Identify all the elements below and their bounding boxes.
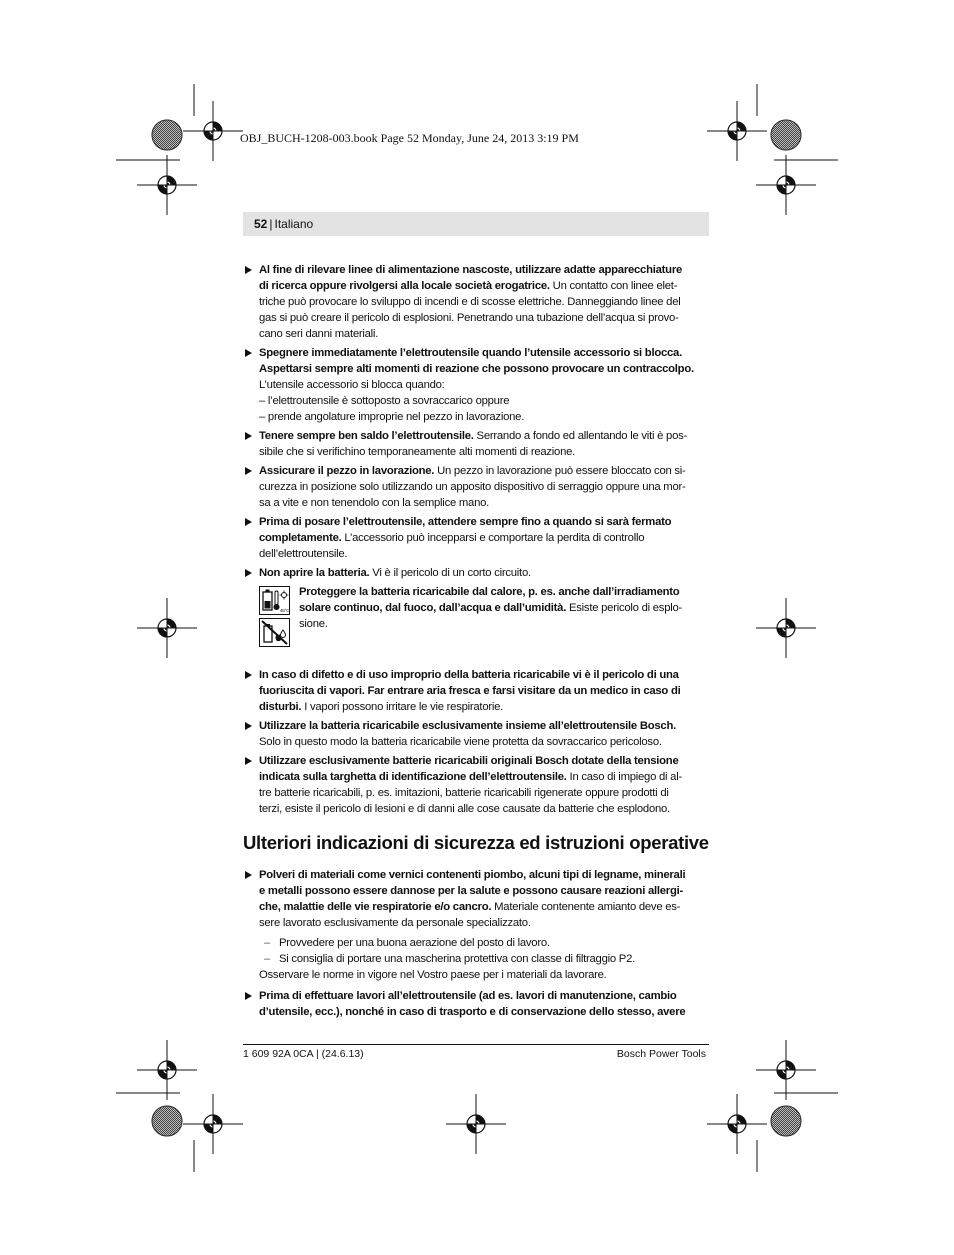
item-text: Materiale contenente amianto deve es- bbox=[491, 901, 681, 913]
item-text: cano seri danni materiali. bbox=[259, 328, 379, 340]
item-text: sione. bbox=[299, 618, 328, 630]
item-text: gas si può creare il pericolo di esplosioni. Penetrando una tubazione dell’acqua si provo- bbox=[259, 312, 679, 324]
item-bold-text: fuoriuscita di vapori. Far entrare aria fresca e farsi visitare da un medico in caso di bbox=[259, 685, 681, 697]
bullet-triangle-icon bbox=[245, 871, 252, 879]
bullet-triangle-icon bbox=[245, 569, 252, 577]
bullet-triangle-icon bbox=[245, 266, 252, 274]
item-bold-text: completamente. bbox=[259, 532, 342, 544]
bullet-triangle-icon bbox=[245, 992, 252, 1000]
page-number: 52 bbox=[254, 217, 268, 231]
bullet-triangle-icon bbox=[245, 757, 252, 765]
item-text: L’accessorio può incepparsi e comportare la perdita di controllo bbox=[341, 532, 645, 544]
item-bold-text: indicata sulla targhetta di identificazione dell’elettroutensile. bbox=[259, 771, 567, 783]
bullet-triangle-icon bbox=[245, 671, 252, 679]
battery-no-fire-water-icon bbox=[259, 618, 290, 647]
item-text: Osservare le norme in vigore nel Vostro paese per i materiali da lavorare. bbox=[259, 969, 607, 981]
item-text: Solo in questo modo la batteria ricaricabile viene protetta da sovraccarico pericoloso. bbox=[259, 736, 662, 748]
safety-item bbox=[243, 718, 713, 750]
safety-item bbox=[243, 667, 713, 715]
footer-brand: Bosch Power Tools bbox=[616, 1048, 706, 1060]
safety-item bbox=[243, 867, 713, 983]
item-bold-text: Prima di posare l’elettroutensile, attendere sempre fino a quando si sarà fermato bbox=[259, 516, 672, 528]
section-heading: Ulteriori indicazioni di sicurezza ed istruzioni operative bbox=[243, 832, 709, 853]
item-text: L’utensile accessorio si blocca quando: bbox=[259, 379, 445, 391]
bullet-triangle-icon bbox=[245, 518, 252, 526]
item-bold-text: Proteggere la batteria ricaricabile dal calore, p. es. anche dall’irradiamento bbox=[299, 586, 680, 598]
item-bold-text: d’utensile, ecc.), nonché in caso di trasporto e di conservazione dello stesso, avere bbox=[259, 1006, 686, 1018]
item-text: triche può provocare lo sviluppo di incendi e di scosse elettriche. Danneggiando linee del bbox=[259, 296, 681, 308]
item-text: sere lavorato esclusivamente da personale specializzato. bbox=[259, 917, 531, 929]
item-bold-text: Assicurare il pezzo in lavorazione. bbox=[259, 465, 435, 477]
item-bold-text: Utilizzare la batteria ricaricabile esclusivamente insieme all’elettroutensile Bosch. bbox=[259, 720, 677, 732]
item-text: Un pezzo in lavorazione può essere bloccato con si- bbox=[434, 465, 686, 477]
item-text: Vi è il pericolo di un corto circuito. bbox=[369, 567, 531, 579]
safety-item bbox=[243, 262, 713, 342]
item-bold-text: Prima di effettuare lavori all’elettroutensile (ad es. lavori di manutenzione, cambio bbox=[259, 990, 677, 1002]
item-text: curezza in posizione solo utilizzando un apposito dispositivo di serraggio oppure una mor- bbox=[259, 481, 686, 493]
item-text: – prende angolature improprie nel pezzo in lavorazione. bbox=[259, 411, 525, 423]
safety-item bbox=[243, 988, 713, 1020]
battery-heat-sun-icon bbox=[259, 586, 290, 615]
registration-star-icon bbox=[771, 1106, 801, 1136]
item-bold-text: che, malattie delle vie respiratorie e/o cancro. bbox=[259, 901, 492, 913]
safety-item bbox=[243, 514, 713, 562]
registration-star-icon bbox=[152, 120, 182, 150]
item-text: Serrando a fondo ed allentando le viti è pos- bbox=[473, 430, 688, 442]
item-text: In caso di impiego di al- bbox=[566, 771, 682, 783]
item-text: dell’elettroutensile. bbox=[259, 548, 348, 560]
header-language: Italiano bbox=[274, 217, 314, 231]
item-bold-text: In caso di difetto e di uso improprio della batteria ricaricabile vi è il pericolo di una bbox=[259, 669, 679, 681]
item-text: I vapori possono irritare le vie respiratorie. bbox=[301, 701, 504, 713]
header-separator: | bbox=[269, 217, 273, 231]
bullet-triangle-icon bbox=[245, 432, 252, 440]
list-item-text: Provvedere per una buona aerazione del posto di lavoro. bbox=[279, 937, 550, 949]
item-text: – l’elettroutensile è sottoposto a sovraccarico oppure bbox=[259, 395, 510, 407]
registration-star-icon bbox=[771, 120, 801, 150]
bullet-triangle-icon bbox=[245, 349, 252, 357]
item-bold-text: Polveri di materiali come vernici contenenti piombo, alcuni tipi di legname, minerali bbox=[259, 869, 686, 881]
item-text: tre batterie ricaricabili, p. es. imitazioni, batterie ricaricabili rigenerate oppure prodotti di bbox=[259, 787, 669, 799]
safety-item bbox=[243, 463, 713, 511]
item-bold-text: Aspettarsi sempre alti momenti di reazione che possono provocare un contraccolpo. bbox=[259, 363, 694, 375]
item-text: sa a vite e non tenendolo con la semplice mano. bbox=[259, 497, 490, 509]
item-bold-text: Spegnere immediatamente l’elettroutensile quando l’utensile accessorio si blocca. bbox=[259, 347, 682, 359]
print-info-line: OBJ_BUCH-1208-003.book Page 52 Monday, June 24, 2013 3:19 PM bbox=[240, 131, 579, 145]
item-bold-text: Tenere sempre ben saldo l’elettroutensile. bbox=[259, 430, 474, 442]
item-text: terzi, esiste il pericolo di lesioni e di danni alle cose causate da batterie che esplodono. bbox=[259, 803, 670, 815]
safety-item bbox=[243, 753, 713, 817]
item-text: Esiste pericolo di esplo- bbox=[566, 602, 683, 614]
bullet-triangle-icon bbox=[245, 467, 252, 475]
footer-doc-code: 1 609 92A 0CA | (24.6.13) bbox=[243, 1048, 364, 1060]
item-bold-text: Utilizzare esclusivamente batterie ricaricabili originali Bosch dotate della tensione bbox=[259, 755, 679, 767]
safety-item bbox=[243, 428, 713, 460]
safety-item bbox=[243, 565, 713, 581]
item-bold-text: Non aprire la batteria. bbox=[259, 567, 370, 579]
page-header bbox=[243, 212, 709, 236]
registration-star-icon bbox=[152, 1106, 182, 1136]
list-item: – Provvedere per una buona aerazione del posto di lavoro. bbox=[264, 937, 550, 949]
list-item-text: Si consiglia di portare una mascherina protettiva con classe di filtraggio P2. bbox=[279, 953, 636, 965]
item-bold-text: di ricerca oppure rivolgersi alla locale società erogatrice. bbox=[259, 280, 550, 292]
safety-item bbox=[243, 345, 713, 425]
bullet-triangle-icon bbox=[245, 722, 252, 730]
item-text: Un contatto con linee elet- bbox=[549, 280, 678, 292]
item-bold-text: solare continuo, dal fuoco, dall’acqua e dall’umidità. bbox=[299, 602, 567, 614]
item-text: sibile che si verifichino temporaneamente alti momenti di reazione. bbox=[259, 446, 576, 458]
list-item: – Si consiglia di portare una mascherina protettiva con classe di filtraggio P2. bbox=[264, 953, 636, 965]
item-bold-text: Al fine di rilevare linee di alimentazione nascoste, utilizzare adatte apparecchiature bbox=[259, 264, 682, 276]
battery-warning-block bbox=[243, 584, 713, 660]
page-content bbox=[243, 262, 713, 1023]
footer-divider bbox=[243, 1044, 709, 1045]
dash-list bbox=[259, 935, 713, 967]
item-bold-text: e metalli possono essere dannose per la salute e possono causare reazioni allergi- bbox=[259, 885, 684, 897]
svg-text:45°C: 45°C bbox=[280, 608, 290, 613]
item-bold-text: disturbi. bbox=[259, 701, 302, 713]
